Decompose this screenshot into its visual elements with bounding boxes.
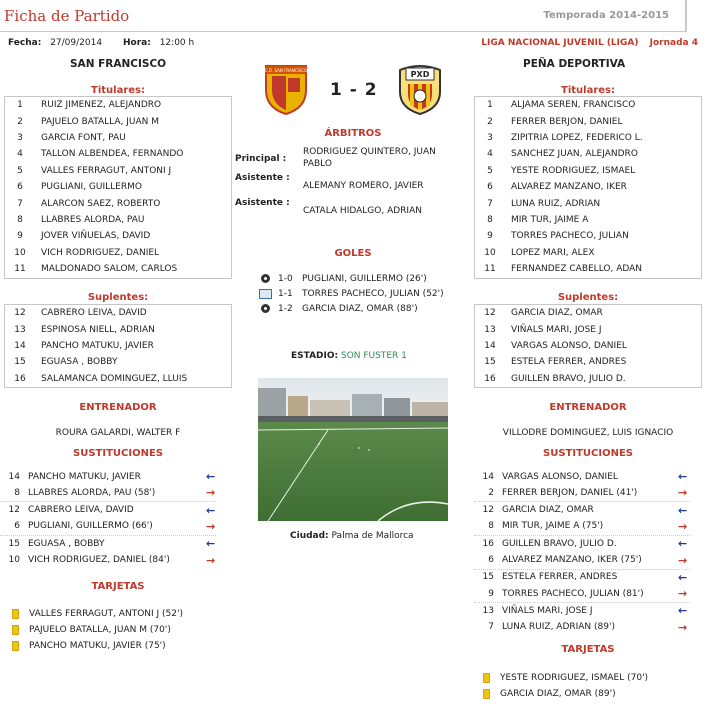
player-number: 7 [17,198,23,209]
substitution-row [480,620,615,635]
away-starters-heading: Titulares: [561,85,615,96]
shirt-icon [258,288,272,299]
player-row [5,305,231,321]
substitution-row [480,519,603,534]
substitution-player[interactable]: ALVAREZ MANZANO, IKER (75') [502,555,642,565]
substitution-row [6,553,170,568]
referee-main [235,146,453,170]
substitution-player[interactable]: LLABRES ALORDA, PAU (58') [28,487,156,498]
player-name[interactable]: GARCIA DIAZ, OMAR [511,308,603,319]
player-row [5,130,231,146]
substitution-player[interactable]: TORRES PACHECO, JULIAN (81') [502,588,644,599]
player-number: 11 [484,264,496,275]
player-row [5,354,231,370]
player-row [475,163,701,179]
substitution-row [480,603,593,618]
player-row [5,97,231,113]
away-starters-list [474,96,702,279]
arrow-right-icon: → [206,519,216,533]
arrow-right-icon: → [678,620,688,634]
player-row [475,305,701,321]
substitution-number: 16 [482,538,494,549]
player-number: 6 [17,182,23,193]
page-title: Ficha de Partido [4,7,130,25]
yellow-card-icon [12,625,19,635]
player-name[interactable]: PANCHO MATUKU, JAVIER [41,340,154,351]
player-number: 10 [484,247,496,258]
player-row [475,113,701,129]
player-name[interactable]: VIÑALS MARI, JOSE J [511,324,602,335]
player-number: 4 [487,149,493,160]
player-name[interactable]: ALVAREZ MANZANO, IKER [511,182,627,193]
home-subs-list [4,304,232,388]
player-number: 14 [14,340,26,351]
goal-scorer[interactable]: PUGLIANI, GUILLERMO (26') [302,273,427,284]
referee-main-label: Principal : [235,154,287,164]
player-name[interactable]: YESTE RODRIGUEZ, ISMAEL [511,165,636,176]
player-number: 13 [14,324,26,335]
card-row [483,670,648,685]
player-number: 2 [487,116,493,127]
stadium-label: ESTADIO: [291,351,339,361]
player-number: 5 [487,165,493,176]
player-name[interactable]: ESTELA FERRER, ANDRES [511,357,627,368]
substitution-number: 15 [482,572,494,583]
substitution-row [480,570,617,585]
player-number: 13 [484,324,496,335]
arrow-left-icon: ← [206,537,216,551]
city-info [290,531,414,541]
player-row [475,97,701,113]
player-name[interactable]: SALAMANCA DOMINGUEZ, LLUIS [41,373,188,384]
player-name[interactable]: GARCIA FONT, PAU [41,132,126,143]
player-name[interactable]: GUILLEN BRAVO, JULIO D. [511,373,626,384]
home-substitutions-heading: SUSTITUCIONES [73,448,163,459]
player-name[interactable]: FERNANDEZ CABELLO, ADAN [511,264,643,275]
player-name[interactable]: TALLON ALBENDEA, FERNANDO [41,149,184,160]
arrow-left-icon: ← [678,537,688,551]
substitution-player[interactable]: MIR TUR, JAIME A (75') [502,521,604,532]
goal-scorer[interactable]: TORRES PACHECO, JULIAN (52') [302,288,444,299]
player-row [475,146,701,162]
referee-asst2-label: Asistente : [235,198,290,208]
substitution-number: 9 [488,588,494,599]
substitution-row [480,469,618,484]
stadium-photo [258,378,448,521]
player-name[interactable]: EGUASA , BOBBY [41,357,118,368]
substitution-player[interactable]: CABRERO LEIVA, DAVID [28,505,134,516]
arrow-left-icon: ← [678,470,688,483]
player-name[interactable]: FERRER BERJON, DANIEL [511,116,623,127]
substitution-player[interactable]: FERRER BERJON, DANIEL (41') [502,487,638,498]
player-name[interactable]: LLABRES ALORDA, PAU [41,214,145,225]
player-number: 15 [484,357,496,368]
arrow-left-icon: ← [678,604,688,618]
player-row [5,245,231,261]
away-coach-heading: ENTRENADOR [549,402,627,413]
player-row [5,261,231,277]
player-number: 12 [14,308,26,319]
goal-score: 1-2 [278,303,293,314]
player-number: 3 [487,132,493,143]
card-row [483,686,616,701]
date-value: 27/09/2014 [50,38,103,48]
match-time [123,38,194,48]
arrow-left-icon: ← [206,503,216,517]
player-row [475,130,701,146]
player-row [5,228,231,244]
player-name[interactable]: ALJAMA SEREN, FRANCISCO [511,100,636,111]
season-label: Temporada 2014-2015 [543,10,669,21]
player-row [5,338,231,354]
goal-score: 1-1 [278,288,293,299]
home-cards-heading: TARJETAS [91,581,145,592]
substitution-row [480,536,617,551]
date-label: Fecha: [8,38,42,48]
substitution-number: 15 [8,538,20,549]
player-row [5,371,231,387]
substitution-row [480,503,594,518]
player-row [475,195,701,211]
substitution-player[interactable]: GUILLEN BRAVO, JULIO D. [502,538,617,549]
player-row [5,163,231,179]
arrow-left-icon: ← [206,470,216,483]
home-coach-name: ROURA GALARDI, WALTER F [55,428,181,438]
player-number: 16 [484,373,496,384]
player-row [5,146,231,162]
card-player[interactable]: PANCHO MATUKU, JAVIER (75') [29,640,166,651]
away-coach-name: VILLODRE DOMINGUEZ, LUIS IGNACIO [502,428,674,438]
ball-icon [258,273,272,284]
substitution-number: 6 [14,521,20,532]
player-number: 8 [487,214,493,225]
substitution-player[interactable]: VIÑALS MARI, JOSE J [502,605,593,616]
match-score: 1 - 2 [330,80,378,100]
substitution-number: 13 [482,605,494,616]
substitution-row [6,469,141,484]
arrow-right-icon: → [678,486,688,500]
player-name[interactable]: TORRES PACHECO, JULIAN [511,231,629,242]
home-starters-list [4,96,232,279]
away-team-name: PEÑA DEPORTIVA [523,58,626,70]
substitution-row [480,586,644,601]
arrow-left-icon: ← [678,570,688,584]
arrow-right-icon: → [206,486,216,500]
yellow-card-icon [483,689,490,699]
player-name[interactable]: JOVER VIÑUELAS, DAVID [41,231,151,242]
substitution-row [6,519,153,534]
player-number: 9 [487,231,493,242]
goal-row [258,286,444,301]
home-team-badge [262,60,310,116]
player-number: 4 [17,149,23,160]
player-number: 12 [484,308,496,319]
substitution-row [6,485,155,500]
goals-list [258,271,444,316]
ball-icon [258,303,272,314]
card-player[interactable]: PAJUELO BATALLA, JUAN M (70') [29,624,171,635]
league-name: LIGA NACIONAL JUVENIL (LIGA) [481,38,639,48]
player-name[interactable]: LOPEZ MARI, ALEX [511,247,595,258]
league-info [481,38,698,48]
player-name[interactable]: MALDONADO SALOM, CARLOS [41,264,178,275]
player-number: 15 [14,357,26,368]
substitution-row [480,485,637,500]
player-number: 5 [17,165,23,176]
substitution-number: 14 [482,471,494,482]
stadium-name[interactable]: SON FUSTER 1 [340,351,407,361]
substitution-player[interactable]: PUGLIANI, GUILLERMO (66') [28,521,153,532]
away-cards-heading: TARJETAS [561,644,615,655]
goals-heading: GOLES [334,248,372,259]
round-label: Jornada 4 [649,38,698,48]
player-name[interactable]: CABRERO LEIVA, DAVID [41,308,147,319]
away-team-badge [396,60,444,116]
stadium-info [291,351,407,361]
player-name[interactable]: VALLES FERRAGUT, ANTONI J [41,165,172,176]
substitution-number: 12 [8,505,20,516]
substitution-player[interactable]: EGUASA , BOBBY [28,538,105,549]
player-name[interactable]: PUGLIANI, GUILLERMO [41,182,142,193]
away-badge-text: PXD [410,70,430,79]
player-row [475,321,701,337]
yellow-card-icon [12,641,19,651]
arrow-right-icon: → [206,553,216,567]
card-player[interactable]: VALLES FERRAGUT, ANTONI J (52') [29,608,183,619]
header-divider [686,0,687,32]
player-row [475,212,701,228]
substitution-player[interactable]: VICH RODRIGUEZ, DANIEL (84') [28,555,170,565]
player-number: 1 [487,100,493,111]
away-subs-list [474,304,702,388]
arrow-right-icon: → [678,519,688,533]
player-name[interactable]: VICH RODRIGUEZ, DANIEL [41,247,160,258]
player-row [5,212,231,228]
card-row [12,606,183,621]
header-bar [0,0,686,32]
substitution-player[interactable]: LUNA RUIZ, ADRIAN (89') [502,622,615,633]
substitution-number: 7 [488,622,494,633]
referee-asst1 [235,173,453,192]
goal-row [258,301,444,316]
player-row [475,338,701,354]
player-row [5,195,231,211]
substitution-player[interactable]: ESTELA FERRER, ANDRES [502,572,618,583]
player-row [475,228,701,244]
referee-asst2 [235,198,453,217]
card-row [12,622,171,637]
substitution-number: 8 [488,521,494,532]
substitution-number: 10 [8,555,20,565]
arrow-right-icon: → [678,553,688,567]
player-name[interactable]: ZIPITRIA LOPEZ, FEDERICO L. [511,132,643,143]
player-number: 10 [14,247,26,258]
home-starters-heading: Titulares: [91,85,145,96]
substitution-number: 12 [482,505,494,516]
referee-asst1-label: Asistente : [235,173,290,183]
player-number: 3 [17,132,23,143]
yellow-card-icon [12,609,19,619]
player-number: 6 [487,182,493,193]
player-number: 7 [487,198,493,209]
goal-scorer[interactable]: GARCIA DIAZ, OMAR (88') [302,303,418,314]
player-name[interactable]: SANCHEZ JUAN, ALEJANDRO [511,149,638,160]
time-value: 12:00 h [159,38,195,48]
substitution-player[interactable]: GARCIA DIAZ, OMAR [502,505,594,516]
away-subs-heading: Suplentes: [557,292,619,303]
player-number: 16 [14,373,26,384]
player-number: 9 [17,231,23,242]
arrow-left-icon: ← [678,503,688,517]
city-label: Ciudad: [290,531,329,541]
player-number: 2 [17,116,23,127]
arrow-right-icon: → [678,587,688,601]
player-row [475,179,701,195]
referee-asst2-name: CATALA HIDALGO, ADRIAN [303,206,422,216]
home-subs-heading: Suplentes: [87,292,149,303]
substitution-row [6,503,134,518]
player-number: 14 [484,340,496,351]
player-row [475,371,701,387]
card-row [12,638,166,653]
player-name[interactable]: PAJUELO BATALLA, JUAN M [41,116,160,127]
away-substitutions-heading: SUSTITUCIONES [543,448,633,459]
yellow-card-icon [483,673,490,683]
player-row [5,113,231,129]
goal-row [258,271,444,286]
substitution-player[interactable]: PANCHO MATUKU, JAVIER [28,471,141,482]
player-name[interactable]: VARGAS ALONSO, DANIEL [511,340,627,351]
substitution-row [6,536,104,551]
card-player[interactable]: YESTE RODRIGUEZ, ISMAEL (70') [500,672,649,683]
home-team-name: SAN FRANCISCO [70,58,167,70]
player-number: 8 [17,214,23,225]
player-row [475,354,701,370]
substitution-number: 14 [8,471,20,482]
player-name[interactable]: ESPINOSA NIELL, ADRIAN [41,324,155,335]
player-number: 1 [17,100,23,111]
player-name[interactable]: ALARCON SAEZ, ROBERTO [41,198,161,209]
substitution-player[interactable]: VARGAS ALONSO, DANIEL [502,471,618,482]
home-coach-heading: ENTRENADOR [79,402,157,413]
player-row [5,179,231,195]
home-badge-text: C.D. SAN FRANCISCO [264,68,308,73]
substitution-number: 6 [488,555,494,565]
card-player[interactable]: GARCIA DIAZ, OMAR (89') [500,688,616,699]
player-row [475,261,701,277]
referee-asst1-name: ALEMANY ROMERO, JAVIER [303,181,424,191]
referee-main-name: RODRIGUEZ QUINTERO, JUAN PABLO [303,147,436,169]
player-name[interactable]: LUNA RUIZ, ADRIAN [511,198,601,209]
player-name[interactable]: RUIZ JIMENEZ, ALEJANDRO [41,100,162,111]
city-name: Palma de Mallorca [331,531,414,541]
substitution-number: 2 [488,487,494,498]
match-date [8,38,102,48]
player-number: 11 [14,264,26,275]
player-row [5,321,231,337]
time-label: Hora: [123,38,151,48]
player-name[interactable]: MIR TUR, JAIME A [511,214,589,225]
substitution-row [480,553,642,568]
goal-score: 1-0 [278,273,293,284]
player-row [475,245,701,261]
substitution-number: 8 [14,487,20,498]
referees-heading: ÁRBITROS [324,128,382,139]
